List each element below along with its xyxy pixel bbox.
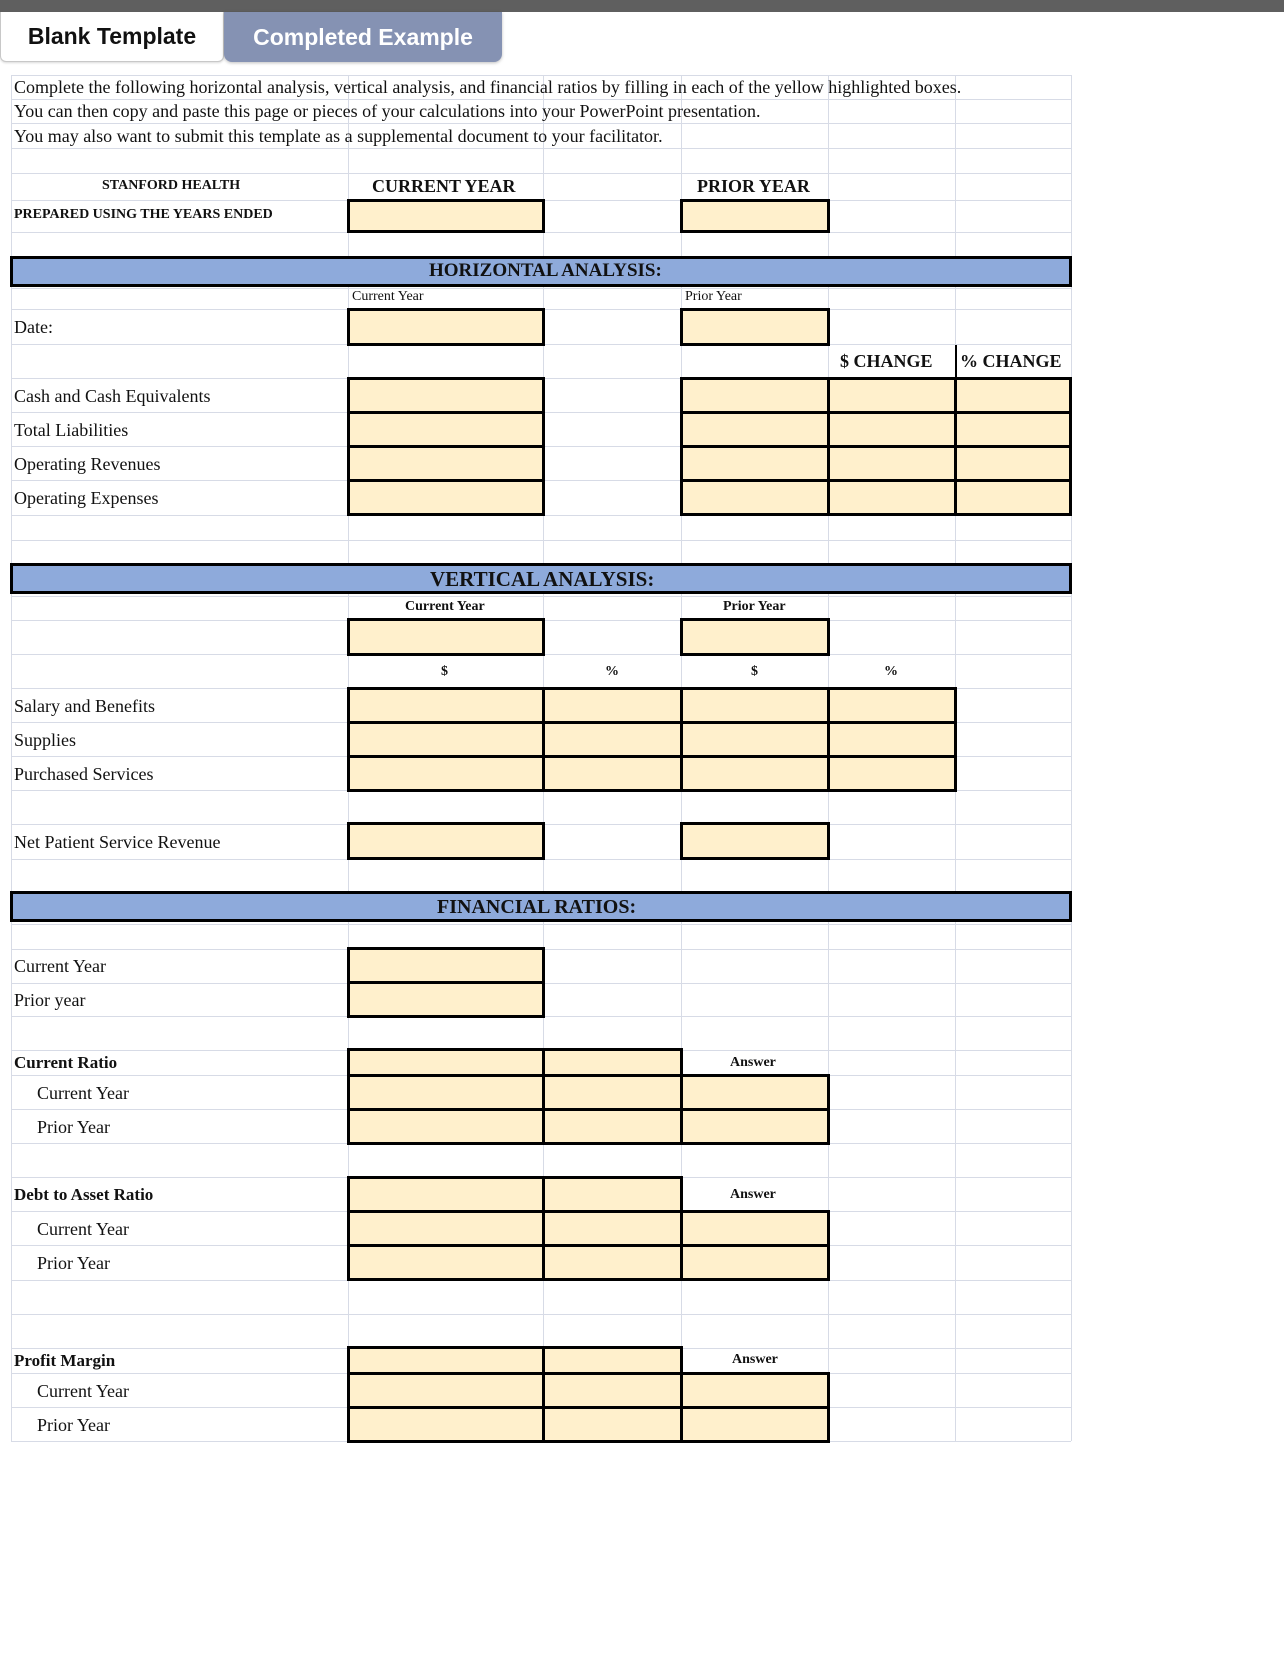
da-prior-numerator-input[interactable] [347,1244,545,1281]
h-liabilities-prior-input[interactable] [680,411,830,448]
h-cash-prior-input[interactable] [680,377,830,414]
v-current-dollar-label: $ [441,664,448,679]
h-expenses-current-input[interactable] [347,479,545,516]
cr-current-answer-input[interactable] [680,1074,830,1111]
da-current-numerator-input[interactable] [347,1210,545,1247]
h-expenses-percent-change-input[interactable] [954,479,1072,516]
row-salary-label: Salary and Benefits [14,696,155,716]
instruction-line-1: Complete the following horizontal analysis, vertical analysis, and financial ratios by filling in each of the yellow highlighted boxes. [14,77,962,97]
da-current-answer-input[interactable] [680,1210,830,1247]
v-supplies-prior-dollar-input[interactable] [680,721,830,758]
pm-current-denominator-input[interactable] [542,1372,683,1409]
v-purchased-current-percent-input[interactable] [542,755,683,792]
v-current-year-input[interactable] [347,618,545,656]
v-net-revenue-current-input[interactable] [347,822,545,860]
h-revenues-percent-change-input[interactable] [954,445,1072,482]
pm-current-numerator-input[interactable] [347,1372,545,1409]
pm-prior-denominator-input[interactable] [542,1406,683,1443]
current-year-header: CURRENT YEAR [372,176,516,196]
v-supplies-prior-percent-input[interactable] [827,721,957,758]
h-liabilities-dollar-change-input[interactable] [827,411,957,448]
h-cash-percent-change-input[interactable] [954,377,1072,414]
v-purchased-current-dollar-input[interactable] [347,755,545,792]
v-purchased-prior-percent-input[interactable] [827,755,957,792]
row-supplies-label: Supplies [14,730,77,750]
v-prior-year-label: Prior Year [723,599,786,614]
debt-asset-prior-year-label: Prior Year [37,1253,111,1273]
profit-margin-current-year-label: Current Year [37,1381,129,1401]
h-revenues-dollar-change-input[interactable] [827,445,957,482]
prior-year-input[interactable] [680,199,830,233]
v-net-revenue-prior-input[interactable] [680,822,830,860]
prepared-label: PREPARED USING THE YEARS ENDED [14,207,273,222]
top-bar [0,0,1284,12]
ratios-current-year-input[interactable] [347,947,545,984]
h-cash-dollar-change-input[interactable] [827,377,957,414]
date-label: Date: [14,317,53,337]
prior-year-header: PRIOR YEAR [697,176,810,196]
h-expenses-prior-input[interactable] [680,479,830,516]
pm-current-answer-input[interactable] [680,1372,830,1409]
v-supplies-current-percent-input[interactable] [542,721,683,758]
v-supplies-current-dollar-input[interactable] [347,721,545,758]
h-expenses-dollar-change-input[interactable] [827,479,957,516]
da-top-left-input[interactable] [347,1176,545,1213]
v-prior-percent-label: % [884,664,898,679]
instruction-line-2: You can then copy and paste this page or pieces of your calculations into your PowerPoint presentation. [14,101,761,121]
cr-prior-answer-input[interactable] [680,1108,830,1145]
v-salary-prior-percent-input[interactable] [827,687,957,724]
v-salary-current-percent-input[interactable] [542,687,683,724]
cr-prior-numerator-input[interactable] [347,1108,545,1145]
da-prior-denominator-input[interactable] [542,1244,683,1281]
v-salary-current-dollar-input[interactable] [347,687,545,724]
row-purchased-label: Purchased Services [14,764,154,784]
h-current-year-label: Current Year [352,289,424,304]
instruction-line-3: You may also want to submit this template as a supplemental document to your facilitator. [14,126,663,146]
v-salary-prior-dollar-input[interactable] [680,687,830,724]
h-current-date-input[interactable] [347,308,545,346]
cr-prior-denominator-input[interactable] [542,1108,683,1145]
horizontal-analysis-title: HORIZONTAL ANALYSIS: [429,260,662,281]
ratios-current-year-label: Current Year [14,956,106,976]
ratios-prior-year-input[interactable] [347,981,545,1018]
tab-completed-example[interactable]: Completed Example [224,12,502,62]
pm-prior-numerator-input[interactable] [347,1406,545,1443]
v-current-year-label: Current Year [405,599,485,614]
h-liabilities-percent-change-input[interactable] [954,411,1072,448]
v-prior-year-input[interactable] [680,618,830,656]
debt-asset-ratio-label: Debt to Asset Ratio [14,1185,154,1204]
current-ratio-prior-year-label: Prior Year [37,1117,111,1137]
v-current-percent-label: % [605,664,619,679]
current-ratio-label: Current Ratio [14,1053,118,1072]
h-liabilities-current-input[interactable] [347,411,545,448]
da-top-right-input[interactable] [542,1176,683,1213]
h-revenues-current-input[interactable] [347,445,545,482]
v-prior-dollar-label: $ [751,664,758,679]
percent-change-header: % CHANGE [960,351,1062,371]
row-liabilities-label: Total Liabilities [14,420,129,440]
h-revenues-prior-input[interactable] [680,445,830,482]
current-year-input[interactable] [347,199,545,233]
cr-current-numerator-input[interactable] [347,1074,545,1111]
h-prior-date-input[interactable] [680,308,830,346]
da-prior-answer-input[interactable] [680,1244,830,1281]
tab-blank-template[interactable]: Blank Template [0,12,224,62]
financial-ratios-title: FINANCIAL RATIOS: [437,896,637,918]
dollar-change-header: $ CHANGE [840,351,933,371]
cr-current-denominator-input[interactable] [542,1074,683,1111]
org-name: STANFORD HEALTH [102,178,241,193]
profit-margin-prior-year-label: Prior Year [37,1415,111,1435]
h-prior-year-label: Prior Year [685,289,742,304]
current-ratio-current-year-label: Current Year [37,1083,129,1103]
debt-asset-current-year-label: Current Year [37,1219,129,1239]
row-cash-label: Cash and Cash Equivalents [14,386,211,406]
row-revenues-label: Operating Revenues [14,454,161,474]
net-patient-revenue-label: Net Patient Service Revenue [14,832,221,852]
h-cash-current-input[interactable] [347,377,545,414]
change-header-divider [955,345,957,377]
da-current-denominator-input[interactable] [542,1210,683,1247]
profit-margin-answer-label: Answer [732,1352,778,1367]
current-ratio-answer-label: Answer [730,1055,776,1070]
profit-margin-label: Profit Margin [14,1351,116,1370]
v-purchased-prior-dollar-input[interactable] [680,755,830,792]
debt-asset-answer-label: Answer [730,1187,776,1202]
pm-prior-answer-input[interactable] [680,1406,830,1443]
row-expenses-label: Operating Expenses [14,488,159,508]
vertical-analysis-title: VERTICAL ANALYSIS: [430,567,655,591]
ratios-prior-year-label: Prior year [14,990,86,1010]
